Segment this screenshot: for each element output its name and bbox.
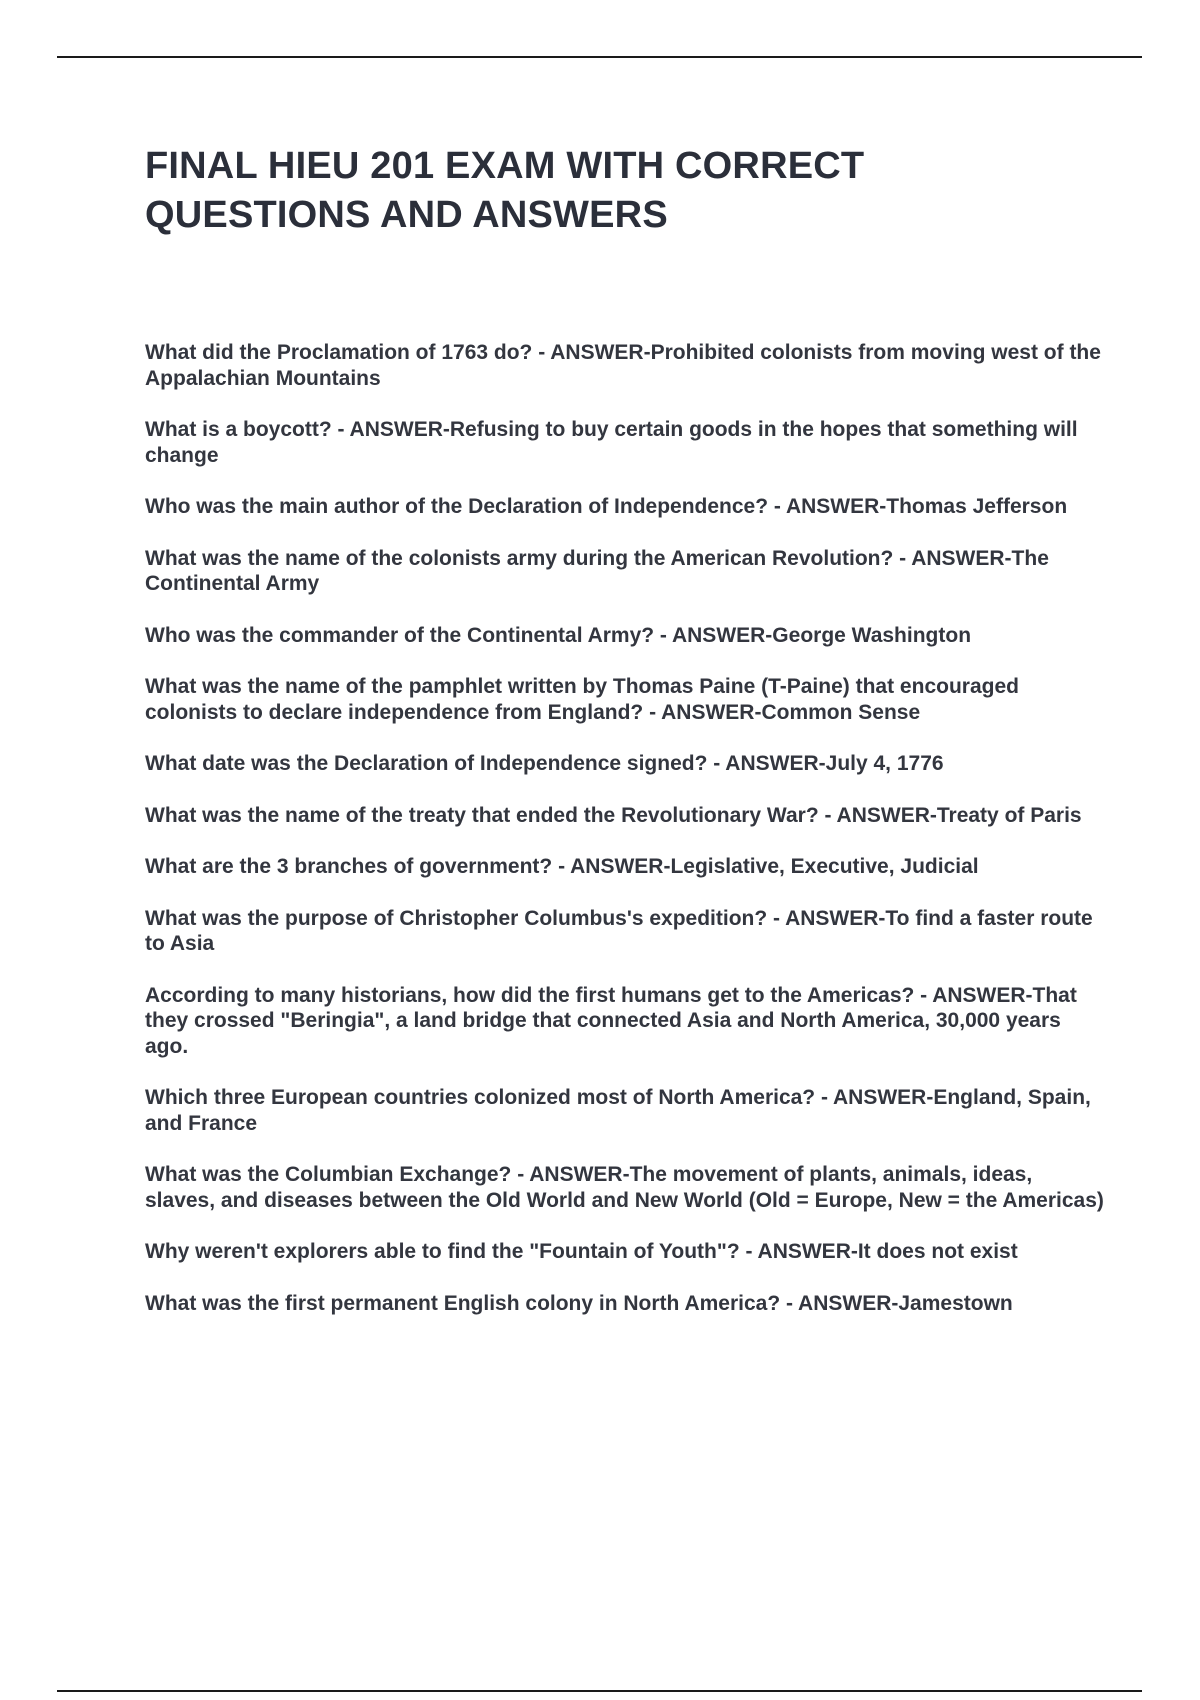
document-title: FINAL HIEU 201 EXAM WITH CORRECT QUESTIONS AND ANSWERS bbox=[145, 145, 865, 236]
top-rule bbox=[57, 56, 1142, 58]
qa-item: What was the name of the treaty that ended the Revolutionary War? - ANSWER-Treaty of Paris bbox=[145, 803, 1082, 827]
qa-item: What date was the Declaration of Independence signed? - ANSWER-July 4, 1776 bbox=[145, 752, 944, 775]
qa-item: What was the name of the colonists army during the American Revolution? - ANSWER-The Continental Army bbox=[145, 546, 1049, 595]
qa-item: What was the first permanent English colony in North America? - ANSWER-Jamestown bbox=[145, 1291, 1013, 1315]
bottom-rule bbox=[57, 1690, 1142, 1692]
qa-item: Who was the commander of the Continental Army? - ANSWER-George Washington bbox=[145, 623, 972, 647]
qa-item: Why weren't explorers able to find the "Fountain of Youth"? - ANSWER-It does not exist bbox=[145, 1240, 1018, 1263]
qa-item: What are the 3 branches of government? - ANSWER-Legislative, Executive, Judicial bbox=[145, 855, 979, 878]
qa-item: What is a boycott? - ANSWER-Refusing to buy certain goods in the hopes that something will change bbox=[145, 418, 1078, 467]
qa-list bbox=[145, 340, 1105, 1342]
qa-item: Who was the main author of the Declaration of Independence? - ANSWER-Thomas Jefferson bbox=[145, 495, 1068, 518]
qa-item: What was the Columbian Exchange? - ANSWER-The movement of plants, animals, ideas, slaves, and diseases between the Old World and New World (Old = Europe, New = the Americas) bbox=[145, 1163, 1104, 1212]
qa-item: According to many historians, how did the first humans get to the Americas? - ANSWER-That they crossed "Beringia", a land bridge that connected Asia and North America, 30,000 years ago. bbox=[145, 983, 1077, 1058]
qa-item: What was the name of the pamphlet written by Thomas Paine (T-Paine) that encouraged colonists to declare independence from England? - ANSWER-Common Sense bbox=[145, 675, 1019, 724]
qa-item: What did the Proclamation of 1763 do? - ANSWER-Prohibited colonists from moving west of the Appalachian Mountains bbox=[145, 341, 1101, 390]
qa-item: What was the purpose of Christopher Columbus's expedition? - ANSWER-To find a faster route to Asia bbox=[145, 906, 1093, 955]
qa-item: Which three European countries colonized most of North America? - ANSWER-England, Spain, and France bbox=[145, 1086, 1091, 1135]
